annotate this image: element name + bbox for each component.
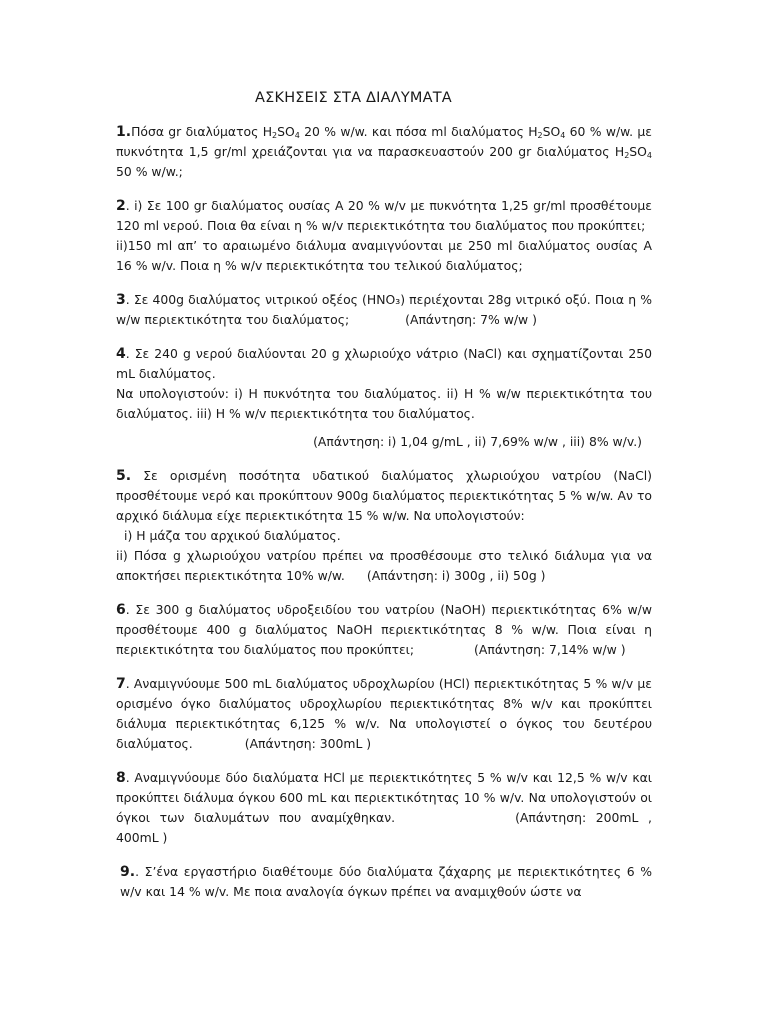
exercise-5-text: 5. Σε ορισμένη ποσότητα υδατικού διαλύματος χλωριούχου νατρίου (NaCl) προσθέτουμε νερό και προκύπτουν 900g διαλύματος περιεκτικότητας 5 % w/w. Αν το αρχικό διάλυμα είχε περιεκτικότητα 15 % w/w. Να υπολογιστούν: bbox=[116, 468, 652, 523]
exercise-3 bbox=[116, 290, 652, 330]
exercise-number: 4 bbox=[116, 346, 126, 362]
exercise-number: 2 bbox=[116, 198, 126, 214]
answer: (Απάντηση: 7% w/w ) bbox=[405, 312, 537, 327]
answer: (Απάντηση: 300mL ) bbox=[244, 736, 372, 751]
exercise-4-questions: Να υπολογιστούν: i) Η πυκνότητα του διαλύματος. ii) Η % w/w περιεκτικότητα του διαλύματος. iii) Η % w/v περιεκτικότητα του διαλύματος. bbox=[116, 386, 652, 421]
exercise-number: 3 bbox=[116, 292, 126, 308]
exercise-number: 6 bbox=[116, 602, 126, 618]
exercise-9 bbox=[116, 862, 652, 902]
answer: (Απάντηση: i) 300g , ii) 50g ) bbox=[366, 568, 546, 583]
exercise-3-text: 3. Σε 400g διαλύματος νιτρικού οξέος (HNO₃) περιέχονται 28g νιτρικό οξύ. Ποια η % w/w περιεκτικότητα του διαλύματος; (Απάντηση: 7% w/w ) bbox=[116, 292, 652, 327]
exercise-1 bbox=[116, 122, 652, 182]
exercise-8 bbox=[116, 768, 652, 848]
exercise-number: 5. bbox=[116, 468, 132, 484]
exercise-list bbox=[116, 122, 652, 916]
exercise-5 bbox=[116, 466, 652, 586]
exercise-8-text: 8. Αναμιγνύουμε δύο διαλύματα HCl με περιεκτικότητες 5 % w/v και 12,5 % w/v και προκύπτει διάλυμα όγκου 600 mL και περιεκτικότητας 10 % w/v. Να υπολογιστούν οι όγκοι των διαλυμάτων που αναμίχθηκαν. (Απάντηση: 200mL , 400mL ) bbox=[116, 770, 652, 845]
exercise-4-text: 4. Σε 240 g νερού διαλύονται 20 g χλωριούχο νάτριο (NaCl) και σχηματίζονται 250 mL διαλύματος. bbox=[116, 346, 652, 381]
page-title: ΑΣΚΗΣΕΙΣ ΣΤΑ ΔΙΑΛΥΜΑΤΑ bbox=[255, 90, 452, 106]
exercise-9-text: 9.. Σ’ένα εργαστήριο διαθέτουμε δύο διαλύματα ζάχαρης με περιεκτικότητες 6 % w/v και 14 % w/v. Με ποια αναλογία όγκων πρέπει να αναμιχθούν ώστε να bbox=[120, 864, 652, 899]
exercise-1-text: 1.Πόσα gr διαλύματος $H_2SO_4$ 20 % w/w. και πόσα ml διαλύματος $H_2SO_4$ 60 % w/w. με πυκνότητα 1,5 gr/ml χρειάζονται για να παρασκευαστούν 200 gr διαλύματος $H_2SO_4$ 50 % w/w.; bbox=[116, 124, 652, 179]
exercise-number: 1. bbox=[116, 124, 132, 140]
exercise-7-text: 7. Αναμιγνύουμε 500 mL διαλύματος υδροχλωρίου (HCl) περιεκτικότητας 5 % w/v με ορισμένο όγκο διαλύματος υδροχλωρίου περιεκτικότητας 8% w/v και προκύπτει διάλυμα περιεκτικότητας 6,125 % w/v. Να υπολογιστεί ο όγκος του δευτέρου διαλύματος. (Απάντηση: 300mL ) bbox=[116, 676, 652, 751]
exercise-2-part-ii: ii)150 ml απ’ το αραιωμένο διάλυμα αναμιγνύονται με 250 ml διαλύματος ουσίας Α 16 % w/v. Ποια η % w/v περιεκτικότητα του τελικού διαλύματος; bbox=[116, 238, 652, 273]
exercise-6-text: 6. Σε 300 g διαλύματος υδροξειδίου του νατρίου (NaOH) περιεκτικότητας 6% w/w προσθέτουμε 400 g διαλύματος NaOH περιεκτικότητας 8 % w/w. Ποια είναι η περιεκτικότητα του διαλύματος που προκύπτει; (Απάντηση: 7,14% w/w ) bbox=[116, 602, 652, 657]
answer: (Απάντηση: 200mL , 400mL ) bbox=[116, 810, 652, 845]
answer: (Απάντηση: 7,14% w/w ) bbox=[474, 642, 626, 657]
exercise-5-part-ii: ii) Πόσα g χλωριούχου νατρίου πρέπει να προσθέσουμε στο τελικό διάλυμα για να αποκτήσει περιεκτικότητα 10% w/w. (Απάντηση: i) 300g , ii) 50g ) bbox=[116, 548, 652, 583]
exercise-6 bbox=[116, 600, 652, 660]
exercise-7 bbox=[116, 674, 652, 754]
exercise-5-part-i: i) Η μάζα του αρχικού διαλύματος. bbox=[124, 528, 341, 543]
exercise-2 bbox=[116, 196, 652, 276]
answer: (Απάντηση: i) 1,04 g/mL , ii) 7,69% w/w , iii) 8% w/v.) bbox=[313, 434, 642, 449]
exercise-2-part-i: 2. i) Σε 100 gr διαλύματος ουσίας Α 20 % w/v με πυκνότητα 1,25 gr/ml προσθέτουμε 120 ml νερού. Ποια θα είναι η % w/v περιεκτικότητα του διαλύματος που προκύπτει; bbox=[116, 198, 652, 233]
exercise-4 bbox=[116, 344, 652, 452]
exercise-number: 9. bbox=[120, 864, 136, 880]
exercise-number: 7 bbox=[116, 676, 126, 692]
exercise-number: 8 bbox=[116, 770, 126, 786]
